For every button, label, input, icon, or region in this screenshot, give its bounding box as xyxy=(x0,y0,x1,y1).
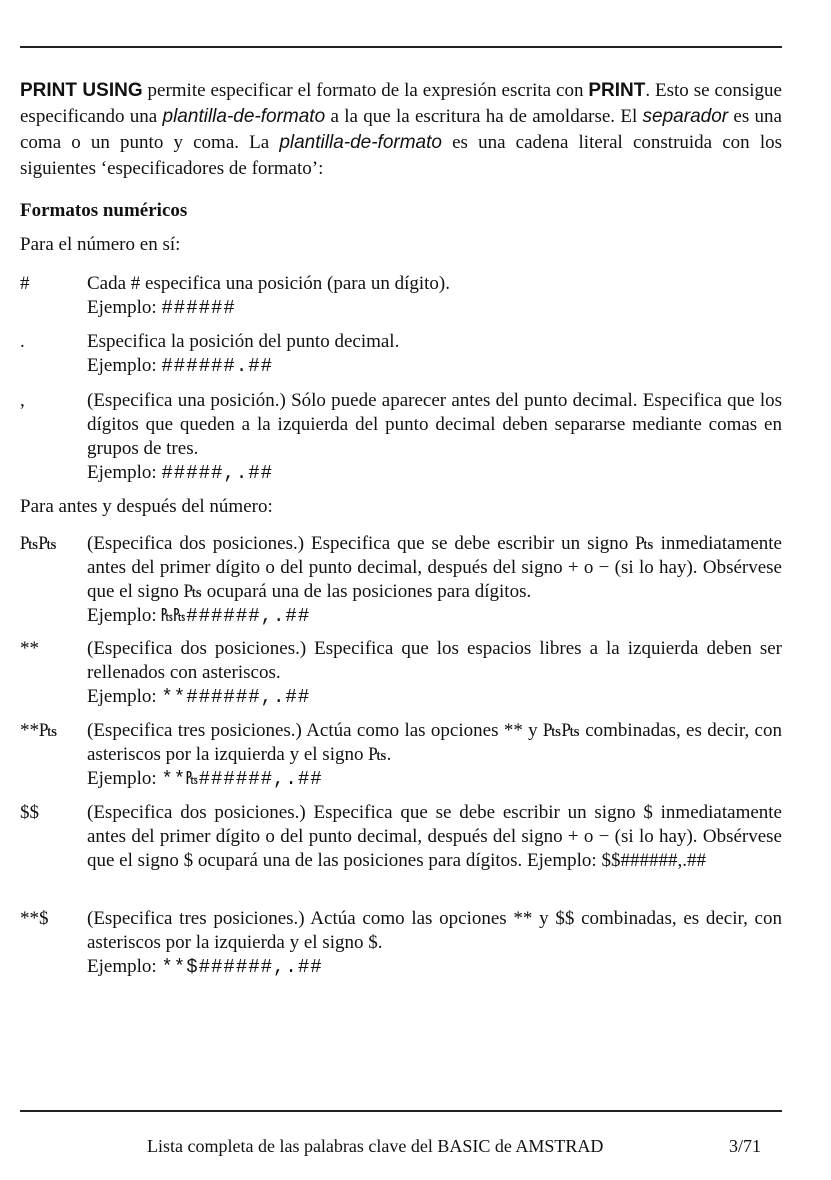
intro-paragraph xyxy=(20,78,782,182)
example-code: **$######,.## xyxy=(161,956,323,978)
bottom-rule xyxy=(20,1110,782,1112)
entry-example: Ejemplo: #####,.## xyxy=(87,462,274,484)
entry-symbol: # xyxy=(20,273,30,294)
entry-description: (Especifica tres posiciones.) Actúa como las opciones ** y $$ combinadas, es decir, con asteriscos por la izquierda y el signo $. xyxy=(87,908,782,953)
entry-description: (Especifica dos posiciones.) Especifica que se debe escribir un signo $ inmediatamente antes del primer dígito o del punto decimal, después del signo + o − (si lo hay). Obsérvese que el signo $ ocupará una de las posiciones para dígitos. Ejemplo: $$######,.## xyxy=(87,802,782,871)
entry-example: Ejemplo: ₧₧######,.## xyxy=(87,605,311,627)
entry-symbol: , xyxy=(20,390,25,411)
intro-text-2: . Esto se consigue especificando una xyxy=(20,80,782,127)
intro-text-4: es una coma o un punto y coma. La xyxy=(20,106,782,153)
entry-symbol: **$ xyxy=(20,908,49,929)
example-code: ###### xyxy=(161,297,236,319)
entry-symbol: . xyxy=(20,331,25,352)
footer-title: Lista completa de las palabras clave del BASIC de AMSTRAD xyxy=(147,1136,604,1156)
term-plantilla-de-formato: plantilla-de-formato xyxy=(162,106,326,127)
keyword-print: PRINT xyxy=(588,80,646,101)
entry-description: (Especifica dos posiciones.) Especifica que los espacios libres a la izquierda deben ser rellenados con asteriscos. xyxy=(87,638,782,683)
example-code: ######.## xyxy=(161,355,274,377)
entry-example: Ejemplo: ###### xyxy=(87,297,236,319)
intro-text-3: a la que la escritura ha de amoldarse. El xyxy=(325,106,643,127)
intro-text-5: es una cadena literal construida con los siguientes ‘especificadores de formato’: xyxy=(20,132,782,179)
entry-symbol: ** xyxy=(20,638,39,659)
example-code: **₧######,.## xyxy=(161,768,323,790)
entry-description: Cada # especifica una posición (para un dígito). xyxy=(87,273,450,294)
entry-symbol: **₧ xyxy=(20,720,58,741)
entry-symbol: ₧₧ xyxy=(20,533,57,554)
example-code: ₧₧######,.## xyxy=(161,605,311,627)
subheading-before-after: Para antes y después del número: xyxy=(20,496,273,517)
entry-example: Ejemplo: ######.## xyxy=(87,355,274,377)
entry-example: Ejemplo: **₧######,.## xyxy=(87,768,323,790)
entry-description: Especifica la posición del punto decimal. xyxy=(87,331,400,352)
example-code: #####,.## xyxy=(161,462,274,484)
entry-description: (Especifica una posición.) Sólo puede aparecer antes del punto decimal. Especifica que los dígitos que queden a la izquierda del punto decimal deben separarse mediante comas en grupos de tres. xyxy=(87,390,782,459)
top-rule xyxy=(20,46,782,48)
entry-description: (Especifica dos posiciones.) Especifica que se debe escribir un signo ₧ inmediatamente antes del primer dígito o del punto decimal, después del signo + o − (si lo hay). Obsérvese que el signo ₧ ocupará una de las posiciones para dígitos. xyxy=(87,533,782,602)
subheading-number: Para el número en sí: xyxy=(20,234,181,255)
intro-text-1: permite especificar el formato de la expresión escrita con xyxy=(142,80,589,101)
entry-symbol: $$ xyxy=(20,802,39,823)
keyword-print-using: PRINT USING xyxy=(20,80,143,101)
entry-description: (Especifica tres posiciones.) Actúa como las opciones ** y ₧₧ combinadas, es decir, con asteriscos por la izquierda y el signo ₧. xyxy=(87,720,782,765)
entry-example: Ejemplo: **######,.## xyxy=(87,686,311,708)
section-title: Formatos numéricos xyxy=(20,200,188,221)
entry-example: Ejemplo: **$######,.## xyxy=(87,956,323,978)
term-separador: separador xyxy=(642,106,729,127)
term-plantilla-de-formato-2: plantilla-de-formato xyxy=(279,132,442,153)
page-number: 3/71 xyxy=(729,1136,762,1156)
example-code: **######,.## xyxy=(161,686,311,708)
